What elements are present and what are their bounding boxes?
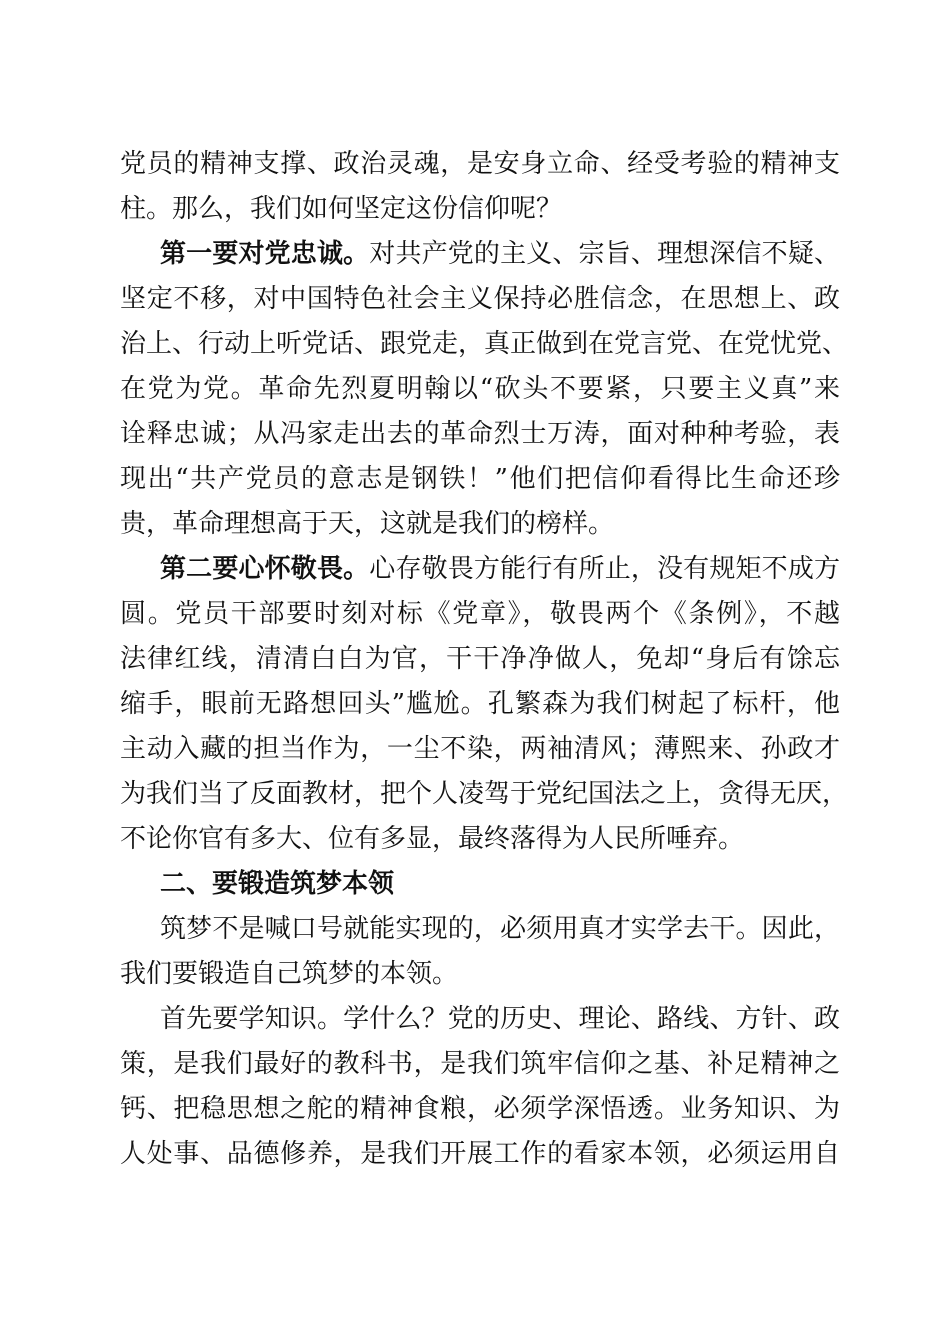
paragraph-first-line: 筑梦不是喊口号就能实现的，必须用真才实学去干。因此， <box>160 914 840 944</box>
paragraph-line: 圆。党员干部要时刻对标《党章》，敬畏两个《条例》，不越 <box>120 599 840 629</box>
section-heading: 二、要锻造筑梦本领 <box>160 869 395 899</box>
paragraph-line: 主动入藏的担当作为，一尘不染，两袖清风；薄熙来、孙政才 <box>120 734 840 764</box>
paragraph-line: 钙、把稳思想之舵的精神食粮，必须学深悟透。业务知识、为 <box>120 1094 840 1124</box>
paragraph-first-line: 首先要学知识。学什么？党的历史、理论、路线、方针、政 <box>160 1004 840 1034</box>
paragraph-line: 柱。那么，我们如何坚定这份信仰呢？ <box>120 194 563 224</box>
paragraph-line: 为我们当了反面教材，把个人凌驾于党纪国法之上，贪得无厌， <box>120 779 849 809</box>
paragraph-line: 在党为党。革命先烈夏明翰以“砍头不要紧，只要主义真”来 <box>120 374 840 404</box>
paragraph-line: 坚定不移，对中国特色社会主义保持必胜信念，在思想上、政 <box>120 284 840 314</box>
paragraph-line: 人处事、品德修养，是我们开展工作的看家本领，必须运用自 <box>120 1139 840 1169</box>
paragraph-first-line <box>160 236 840 272</box>
paragraph-line: 治上、行动上听党话、跟党走，真正做到在党言党、在党忧党、 <box>120 329 849 359</box>
paragraph-line: 我们要锻造自己筑梦的本领。 <box>120 959 459 989</box>
paragraph-line: 党员的精神支撑、政治灵魂，是安身立命、经受考验的精神支 <box>120 149 840 179</box>
paragraph-first-line <box>160 551 840 587</box>
paragraph-line: 法律红线，清清白白为官，干干净净做人，免却“身后有馀忘 <box>120 644 840 674</box>
paragraph-line: 贵，革命理想高于天，这就是我们的榜样。 <box>120 509 615 539</box>
paragraph-text: 对共产党的主义、宗旨、理想深信不疑、 <box>369 239 840 269</box>
paragraph-text: 心存敬畏方能行有所止，没有规矩不成方 <box>369 554 840 584</box>
paragraph-line: 诠释忠诚；从冯家走出去的革命烈士万涛，面对种种考验，表 <box>120 419 840 449</box>
paragraph-line: 不论你官有多大、位有多显，最终落得为人民所唾弃。 <box>120 824 745 854</box>
paragraph-lead: 第一要对党忠诚。 <box>160 239 370 269</box>
paragraph-line: 策，是我们最好的教科书，是我们筑牢信仰之基、补足精神之 <box>120 1049 840 1079</box>
paragraph-line: 缩手，眼前无路想回头”尴尬。孔繁森为我们树起了标杆，他 <box>120 689 840 719</box>
paragraph-lead: 第二要心怀敬畏。 <box>160 554 370 584</box>
paragraph-line: 现出“共产党员的意志是钢铁！”他们把信仰看得比生命还珍 <box>120 464 840 494</box>
